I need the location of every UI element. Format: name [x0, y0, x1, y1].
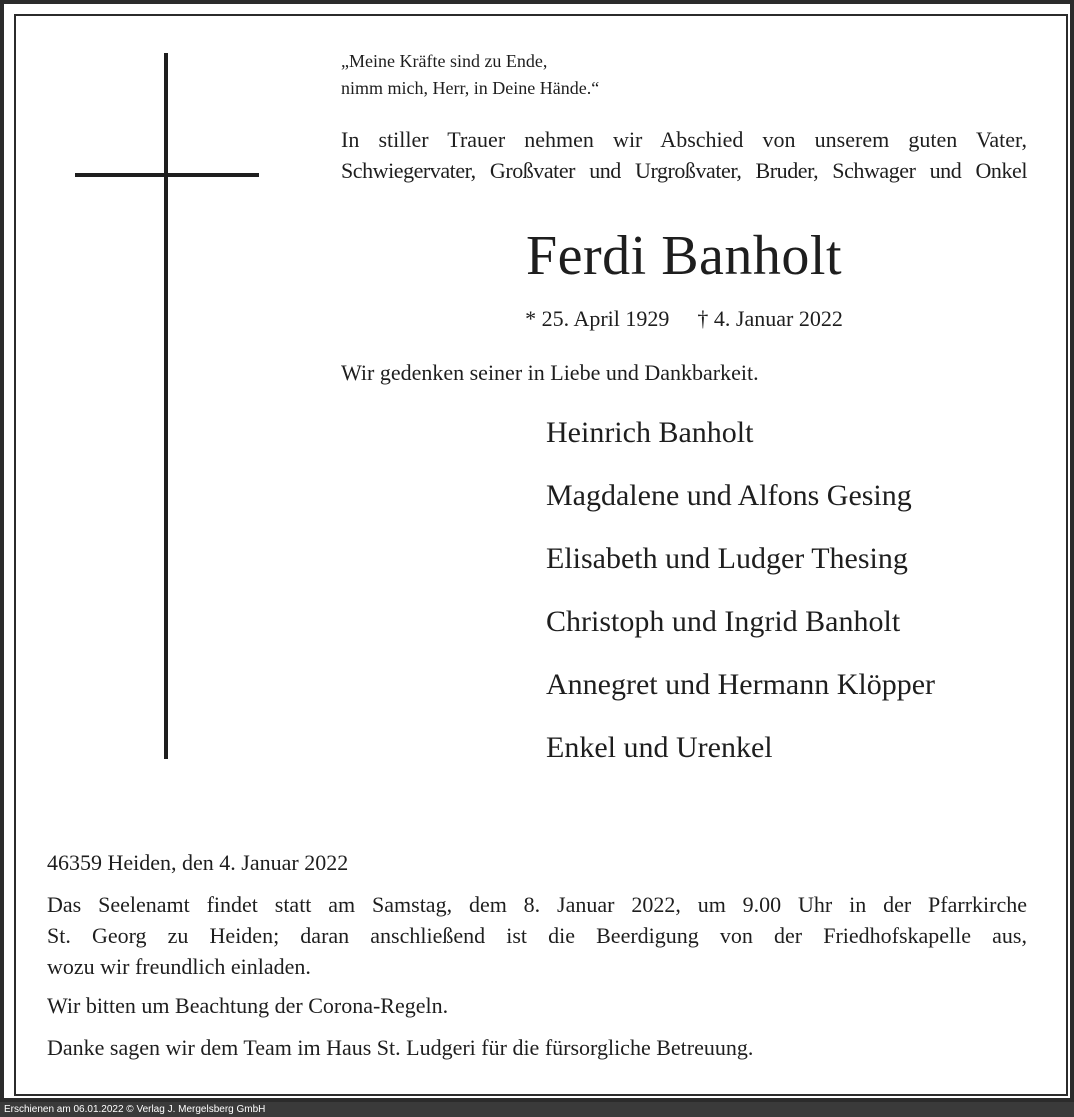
publication-credit: Erschienen am 06.01.2022 © Verlag J. Mergelsberg GmbH — [4, 1104, 266, 1115]
quote-line: „Meine Kräfte sind zu Ende, — [341, 51, 548, 71]
life-dates — [341, 304, 1027, 334]
mourners-list — [546, 412, 935, 790]
service-line: wozu wir freundlich einladen. — [47, 954, 311, 979]
cross-horizontal-bar — [75, 173, 259, 177]
intro-line: Schwiegervater, Großvater und Urgroßvater, Bruder, Schwager und Onkel — [341, 158, 1027, 183]
bible-quote — [341, 48, 599, 102]
intro-text — [341, 124, 1027, 186]
remembrance-text: Wir gedenken seiner in Liebe und Dankbarkeit. — [341, 360, 759, 385]
mourner-name: Heinrich Banholt — [546, 416, 754, 449]
quote-line: nimm mich, Herr, in Deine Hände.“ — [341, 78, 600, 98]
intro-line: In stiller Trauer nehmen wir Abschied von unserem guten Vater, — [341, 127, 1027, 152]
corona-notice: Wir bitten um Beachtung der Corona-Regeln. — [47, 993, 449, 1018]
mourner-name: Enkel und Urenkel — [546, 731, 773, 764]
mourner-name: Christoph und Ingrid Banholt — [546, 605, 901, 638]
service-line: Das Seelenamt findet statt am Samstag, dem 8. Januar 2022, um 9.00 Uhr in der Pfarrkirche — [47, 892, 1027, 917]
publication-footer — [0, 1102, 1074, 1117]
mourner-name: Elisabeth und Ludger Thesing — [546, 542, 908, 575]
birth-date: * 25. April 1929 — [525, 306, 670, 331]
thanks-text: Danke sagen wir dem Team im Haus St. Ludgeri für die fürsorgliche Betreuung. — [47, 1035, 754, 1060]
death-date: † 4. Januar 2022 — [697, 306, 843, 331]
mourner-name: Magdalene und Alfons Gesing — [546, 479, 912, 512]
deceased-name: Ferdi Banholt — [525, 225, 843, 287]
cross-vertical-bar — [164, 53, 168, 759]
mourner-name: Annegret und Hermann Klöpper — [546, 668, 936, 701]
place-and-date: 46359 Heiden, den 4. Januar 2022 — [47, 850, 349, 875]
service-announcement — [47, 889, 1027, 982]
service-line: St. Georg zu Heiden; daran anschließend ist die Beerdigung von der Friedhofskapelle aus, — [47, 923, 1027, 948]
cross-icon — [75, 53, 259, 759]
